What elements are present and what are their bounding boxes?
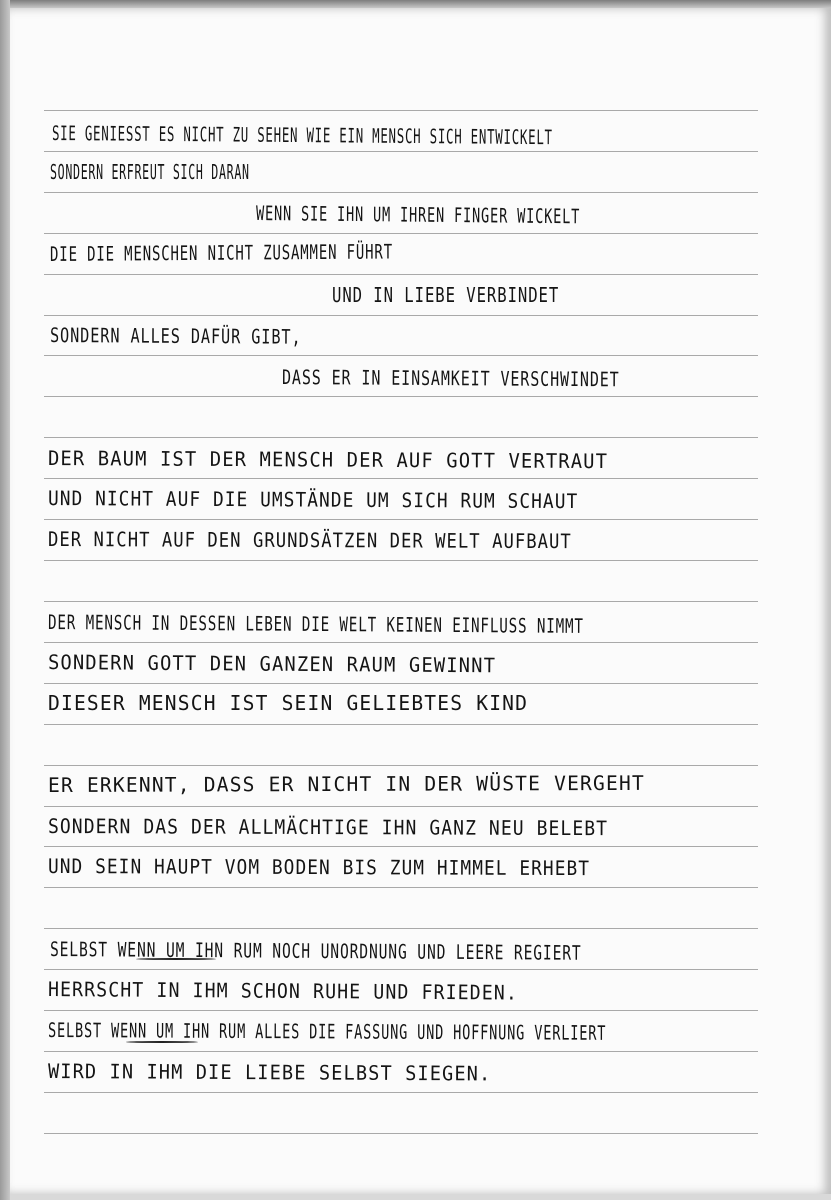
ruled-line (44, 233, 758, 234)
ruled-line (44, 1092, 758, 1093)
ruled-line (44, 806, 758, 807)
ruled-line (44, 437, 758, 438)
ruled-line (44, 683, 758, 684)
ruled-line (44, 315, 758, 316)
ruled-line (44, 478, 758, 479)
poem-line: SONDERN ALLES DAFÜR GIBT, (49, 323, 302, 349)
poem-line: DASS ER IN EINSAMKEIT VERSCHWINDET (281, 365, 620, 392)
poem-line: SELBST WENN UM IHN RUM ALLES DIE FASSUNG UND HOFFNUNG VERLIERT (47, 1018, 607, 1045)
poem-line: UND IN LIEBE VERBINDET (332, 283, 560, 307)
ruled-line (44, 887, 758, 888)
ruled-line (44, 1051, 758, 1052)
book-spine-shadow (0, 0, 10, 1200)
ruled-line (44, 519, 758, 520)
poem-line: SONDERN DAS DER ALLMÄCHTIGE IHN GANZ NEU BELEBT (47, 814, 609, 841)
ruled-line (44, 642, 758, 643)
poem-line: DER MENSCH IN DESSEN LEBEN DIE WELT KEINEN EINFLUSS NIMMT (47, 610, 584, 638)
ruled-line (44, 560, 758, 561)
poem-line: DER NICHT AUF DEN GRUNDSÄTZEN DER WELT AUFBAUT (47, 527, 572, 554)
poem-line: HERRSCHT IN IHM SCHON RUHE UND FRIEDEN. (47, 977, 518, 1005)
ruled-line (44, 601, 758, 602)
ruled-line (44, 928, 758, 929)
poem-line: SIE GENIESST ES NICHT ZU SEHEN WIE EIN MENSCH SICH ENTWICKELT (51, 121, 553, 150)
ruled-line (44, 355, 758, 356)
ruled-line (44, 1133, 758, 1134)
poem-line: DIESER MENSCH IST SEIN GELIEBTES KIND (48, 691, 529, 715)
poem-line: WENN SIE IHN UM IHREN FINGER WICKELT (255, 201, 581, 229)
poem-line: UND NICHT AUF DIE UMSTÄNDE UM SICH RUM SCHAUT (47, 486, 579, 514)
poem-line: DIE DIE MENSCHEN NICHT ZUSAMMEN FÜHRT (49, 239, 393, 266)
ruled-line (44, 724, 758, 725)
ruled-line (44, 274, 758, 275)
ruled-line (44, 396, 758, 397)
poem-line: SELBST WENN UM IHN RUM NOCH UNORDNUNG UND LEERE REGIERT (49, 937, 582, 965)
poem-line: SONDERN GOTT DEN GANZEN RAUM GEWINNT (47, 650, 497, 678)
poem-line: SONDERN ERFREUT SICH DARAN (50, 160, 250, 184)
ruled-line (44, 969, 758, 970)
ruled-line (44, 192, 758, 193)
underline-mark (126, 1041, 198, 1043)
ruled-line (44, 846, 758, 847)
poem-line: UND SEIN HAUPT VOM BODEN BIS ZUM HIMMEL ERHEBT (47, 854, 591, 881)
ruled-line (44, 1010, 758, 1011)
underline-mark (136, 958, 216, 960)
ruled-line (44, 110, 758, 111)
poem-line: DER BAUM IST DER MENSCH DER AUF GOTT VERTRAUT (47, 446, 609, 474)
poem-line: ER ERKENNT, DASS ER NICHT IN DER WÜSTE VERGEHT (47, 770, 645, 797)
poem-line: WIRD IN IHM DIE LIEBE SELBST SIEGEN. (47, 1059, 492, 1086)
